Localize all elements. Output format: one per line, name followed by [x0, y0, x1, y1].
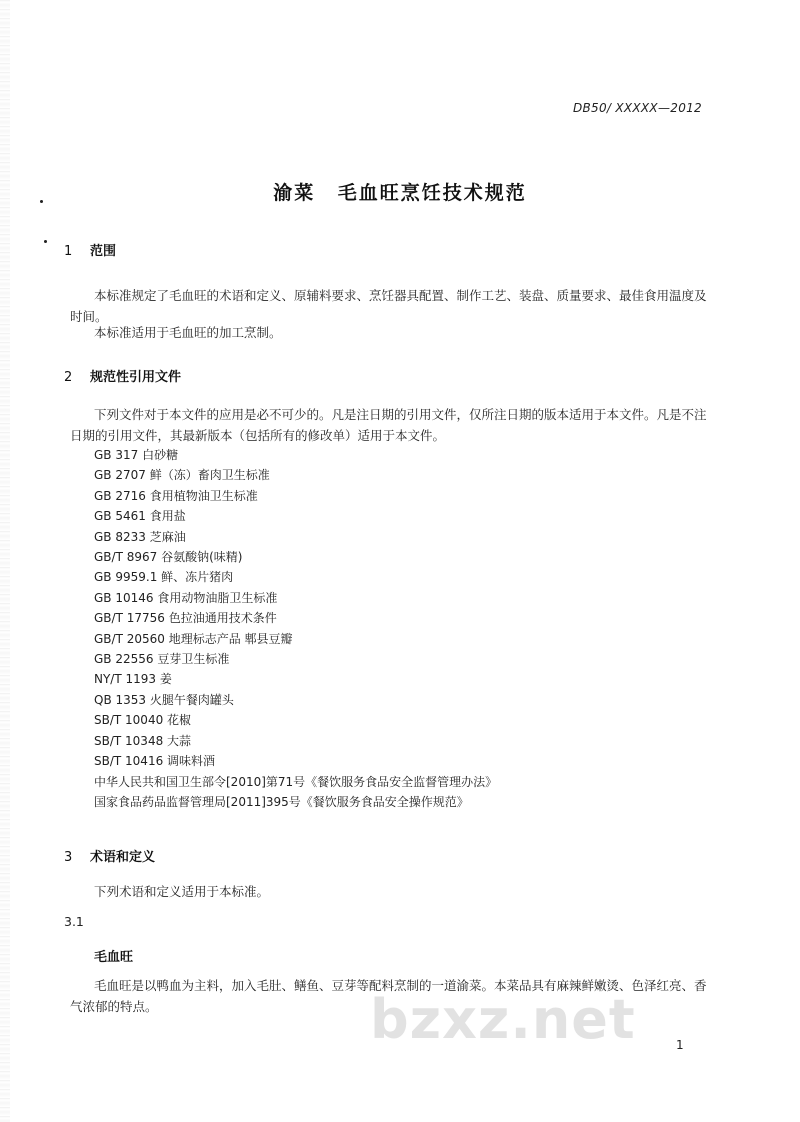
scan-edge-noise: [0, 0, 10, 1122]
section-2-number: 2: [64, 370, 73, 385]
reference-item: GB 8233 芝麻油: [94, 529, 186, 544]
section-1-heading: [64, 240, 116, 259]
section-3-title: 术语和定义: [90, 850, 156, 865]
reference-item: SB/T 10416 调味料酒: [94, 754, 216, 769]
section-1-title: 范围: [90, 244, 117, 259]
section-3-heading: [64, 846, 155, 865]
reference-item: GB 2707 鲜（冻）畜肉卫生标准: [94, 468, 270, 483]
page-number: 1: [676, 1038, 684, 1052]
section-1-paragraph-1: 本标准规定了毛血旺的术语和定义、原辅料要求、烹饪器具配置、制作工艺、装盘、质量要求、最佳食用温度及时间。: [70, 288, 707, 324]
term-definition: 毛血旺是以鸭血为主料，加入毛肚、鳝鱼、豆芽等配料烹制的一道渝菜。本菜品具有麻辣鲜嫩烫、色泽红亮、香气浓郁的特点。: [70, 978, 707, 1014]
reference-list: [94, 445, 497, 812]
reference-item: 国家食品药品监督管理局[2011]395号《餐饮服务食品安全操作规范》: [94, 794, 469, 809]
scan-dot: [44, 240, 47, 243]
section-1-number: 1: [64, 244, 73, 259]
section-2-title: 规范性引用文件: [90, 370, 182, 385]
reference-item: GB/T 20560 地理标志产品 郫县豆瓣: [94, 631, 293, 646]
section-3-intro: 下列术语和定义适用于本标准。: [94, 884, 270, 899]
reference-item: GB/T 17756 色拉油通用技术条件: [94, 611, 277, 626]
reference-item: SB/T 10348 大蒜: [94, 733, 192, 748]
reference-item: GB 5461 食用盐: [94, 509, 186, 524]
document-title: 渝菜 毛血旺烹饪技术规范: [273, 182, 527, 204]
reference-item: NY/T 1193 姜: [94, 672, 172, 687]
section-2-intro: 下列文件对于本文件的应用是必不可少的。凡是注日期的引用文件，仅所注日期的版本适用于本文件。凡是不注日期的引用文件，其最新版本（包括所有的修改单）适用于本文件。: [70, 407, 707, 443]
section-3-number: 3: [64, 850, 73, 865]
reference-item: GB 10146 食用动物油脂卫生标准: [94, 590, 278, 605]
watermark: bzxz.net: [370, 988, 636, 1051]
section-1-paragraph-2: 本标准适用于毛血旺的加工烹制。: [94, 325, 282, 340]
reference-item: QB 1353 火腿午餐肉罐头: [94, 692, 234, 707]
reference-item: GB 9959.1 鲜、冻片猪肉: [94, 570, 234, 585]
reference-item: GB/T 8967 谷氨酸钠(味精): [94, 550, 243, 565]
clause-number: 3.1: [64, 914, 84, 929]
reference-item: SB/T 10040 花椒: [94, 713, 192, 728]
term-title: 毛血旺: [94, 950, 134, 965]
reference-item: GB 2716 食用植物油卫生标准: [94, 488, 258, 503]
reference-item: GB 22556 豆芽卫生标准: [94, 652, 230, 667]
section-2-heading: [64, 366, 181, 385]
reference-item: GB 317 白砂糖: [94, 448, 179, 462]
reference-item: 中华人民共和国卫生部令[2010]第71号《餐饮服务食品安全监督管理办法》: [94, 774, 498, 789]
document-code: DB50/ XXXXX—2012: [572, 101, 702, 115]
